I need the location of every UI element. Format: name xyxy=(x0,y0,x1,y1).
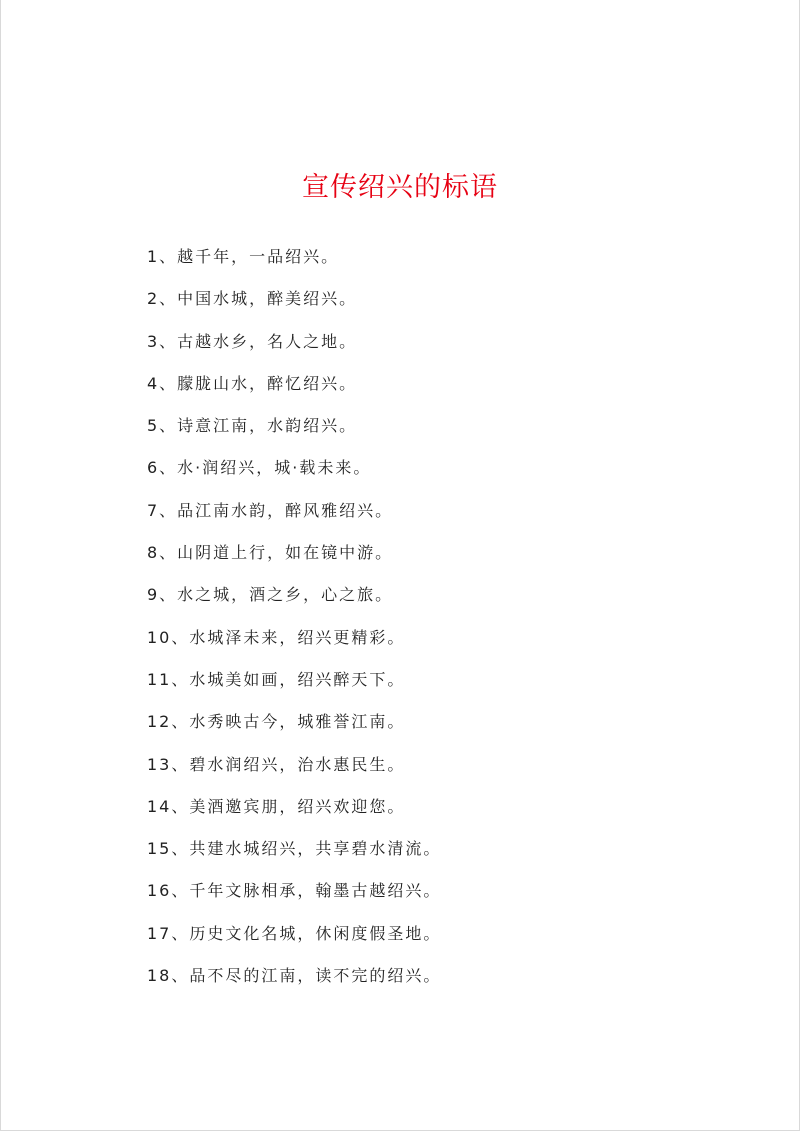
page-title: 宣传绍兴的标语 xyxy=(302,172,498,203)
slogan-item: 2、中国水城，醉美绍兴。 xyxy=(147,289,358,309)
slogan-item: 8、山阴道上行，如在镜中游。 xyxy=(147,543,394,563)
slogan-item: 13、碧水润绍兴，治水惠民生。 xyxy=(147,754,406,774)
slogan-item: 6、水·润绍兴，城·载未来。 xyxy=(147,458,372,478)
slogan-list xyxy=(147,243,441,1004)
slogan-item: 17、历史文化名城，休闲度假圣地。 xyxy=(147,923,442,943)
slogan-item: 5、诗意江南，水韵绍兴。 xyxy=(147,416,358,436)
slogan-item: 11、水城美如画，绍兴醉天下。 xyxy=(147,669,406,689)
slogan-item: 7、品江南水韵，醉风雅绍兴。 xyxy=(147,500,394,520)
slogan-item: 15、共建水城绍兴，共享碧水清流。 xyxy=(147,839,442,859)
slogan-item: 1、越千年，一品绍兴。 xyxy=(147,247,340,266)
slogan-item: 3、古越水乡，名人之地。 xyxy=(147,331,358,351)
slogan-item: 16、千年文脉相承，翰墨古越绍兴。 xyxy=(147,881,442,901)
slogan-item: 18、品不尽的江南，读不完的绍兴。 xyxy=(147,966,442,986)
slogan-item: 14、美酒邀宾朋，绍兴欢迎您。 xyxy=(147,796,406,816)
slogan-item: 4、朦胧山水，醉忆绍兴。 xyxy=(147,373,358,393)
slogan-item: 12、水秀映古今，城雅誉江南。 xyxy=(147,712,406,732)
slogan-item: 10、水城泽未来，绍兴更精彩。 xyxy=(147,627,406,647)
slogan-item: 9、水之城，酒之乡，心之旅。 xyxy=(147,585,394,605)
